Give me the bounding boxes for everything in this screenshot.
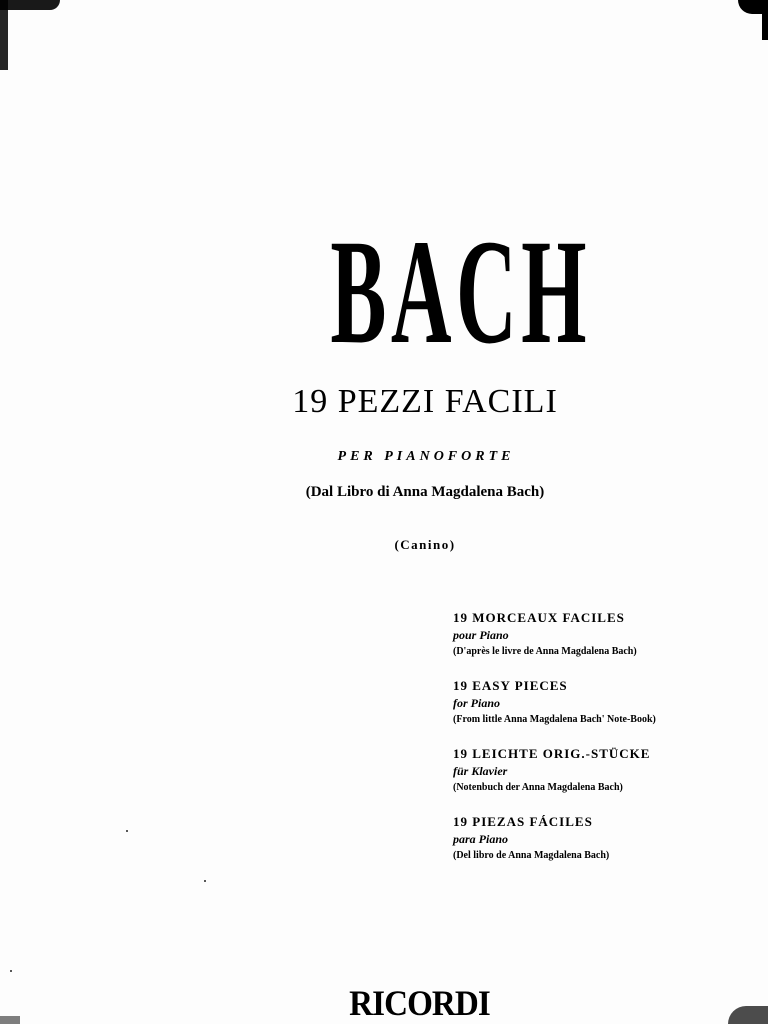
scan-artifact [728,1006,768,1024]
scan-speck [10,970,12,972]
work-subtitle: PER PIANOFORTE [337,449,515,464]
translation-source: (Del libro de Anna Magdalena Bach) [453,850,610,861]
translation-instrument: für Klavier [453,764,508,778]
translation-source: (D'après le livre de Anna Magdalena Bach) [453,646,637,657]
translation-french [453,608,753,660]
translation-spanish [453,812,753,864]
translation-title: 19 EASY PIECES [453,678,568,693]
publisher-logo [290,982,550,1024]
scan-speck [126,830,128,832]
translation-english [453,676,753,728]
scan-artifact [0,1016,20,1024]
translation-german [453,744,753,796]
translation-title: 19 MORCEAUX FACILES [453,610,625,625]
translation-source: (Notenbuch der Anna Magdalena Bach) [453,782,623,793]
translation-source: (From little Anna Magdalena Bach' Note-Book) [453,714,656,725]
scan-artifact [0,0,8,70]
scan-speck [204,880,206,882]
scan-artifact [0,0,60,10]
publisher-name: RICORDI [349,983,491,1023]
translation-instrument: pour Piano [453,628,509,642]
translation-title: 19 PIEZAS FÁCILES [453,814,593,829]
translations-list [453,608,753,880]
translation-title: 19 LEICHTE ORIG.-STÜCKE [453,746,651,761]
scan-artifact [762,0,768,40]
work-title: 19 PEZZI FACILI [292,383,558,420]
translation-instrument: for Piano [453,696,501,710]
work-source: (Dal Libro di Anna Magdalena Bach) [305,484,545,500]
editor-name: (Canino) [394,537,456,552]
translation-instrument: para Piano [453,832,509,846]
composer-name-text: BACH [330,209,591,375]
composer-name [228,209,628,375]
